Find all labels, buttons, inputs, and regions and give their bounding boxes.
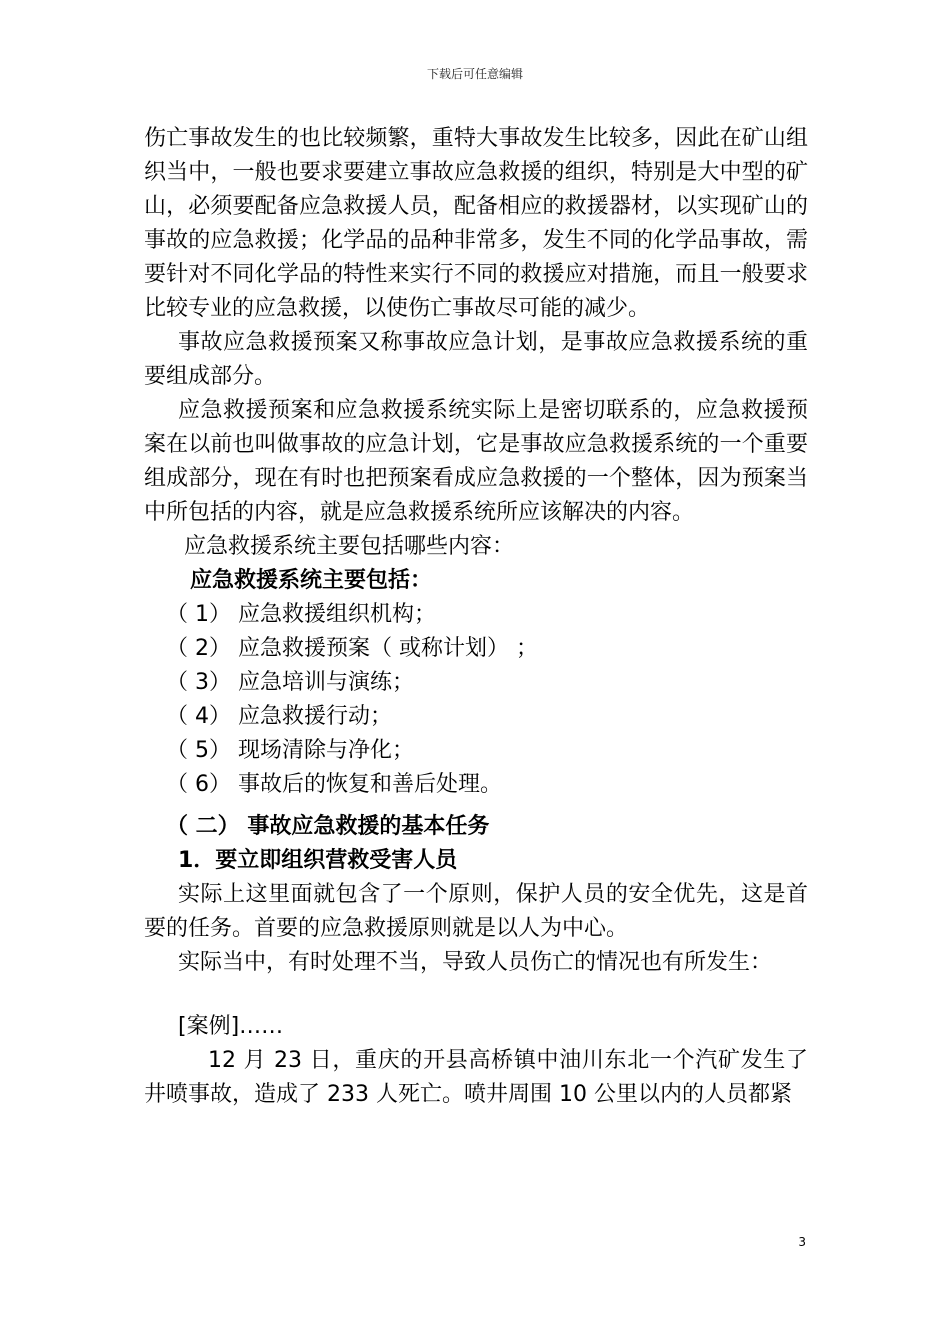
paragraph-improper-handling: 实际当中，有时处理不当，导致人员伤亡的情况也有所发生： — [178, 950, 773, 975]
list-item: （ 3） 应急培训与演练； — [166, 670, 414, 695]
section-heading: （ 二） 事故应急救援的基本任务 — [166, 814, 490, 839]
case-label: [案例]…… — [178, 1014, 284, 1039]
list-item: （ 4） 应急救援行动； — [166, 704, 392, 729]
list-item: （ 2） 应急救援预案（ 或称计划） ； — [166, 636, 538, 661]
bold-list-heading: 应急救援系统主要包括： — [190, 568, 433, 593]
question-line: 应急救援系统主要包括哪些内容： — [184, 534, 515, 559]
page-header: 下载后可任意编辑 — [426, 67, 523, 81]
page-number: 3 — [798, 1235, 806, 1249]
paragraph-plan-relationship: 应急救援预案和应急救援系统实际上是密切联系的，应急救援预案在以前也叫做事故的应急计划，它是事故应急救援系统的一个重要组成部分，现在有时也把预案看成应急救援的一个整体，因为预案当中所包括的内容，就是应急救援系统所应该解决的内容。 — [144, 398, 808, 525]
paragraph-accident-frequency: 伤亡事故发生的也比较频繁，重特大事故发生比较多，因此在矿山组织当中，一般也要求要建立事故应急救援的组织，特别是大中型的矿山，必须要配备应急救援人员，配备相应的救援器材，以实现矿山的事故的应急救援；化学品的品种非常多，发生不同的化学品事故，需要针对不同化学品的特性来实行不同的救援应对措施，而且一般要求比较专业的应急救援，以使伤亡事故尽可能的减少。 — [144, 126, 808, 321]
sub-heading: 1．要立即组织营救受害人员 — [178, 848, 458, 873]
list-item: （ 5） 现场清除与净化； — [166, 738, 414, 763]
list-item: （ 6） 事故后的恢复和善后处理。 — [166, 772, 502, 797]
paragraph-plan-definition: 事故应急救援预案又称事故应急计划，是事故应急救援系统的重要组成部分。 — [144, 330, 808, 389]
spacer — [144, 980, 808, 1010]
list-item: （ 1） 应急救援组织机构； — [166, 602, 436, 627]
paragraph-case-description: 12 月 23 日，重庆的开县高桥镇中油川东北一个汽矿发生了井喷事故，造成了 233 人死亡。喷井周围 10 公里以内的人员都紧 — [144, 1048, 808, 1107]
paragraph-rescue-principle: 实际上这里面就包含了一个原则，保护人员的安全优先，这是首要的任务。首要的应急救援原则就是以人为中心。 — [144, 882, 808, 941]
spacer — [144, 802, 808, 810]
document-body — [144, 122, 808, 1112]
system-components-list — [144, 598, 808, 802]
